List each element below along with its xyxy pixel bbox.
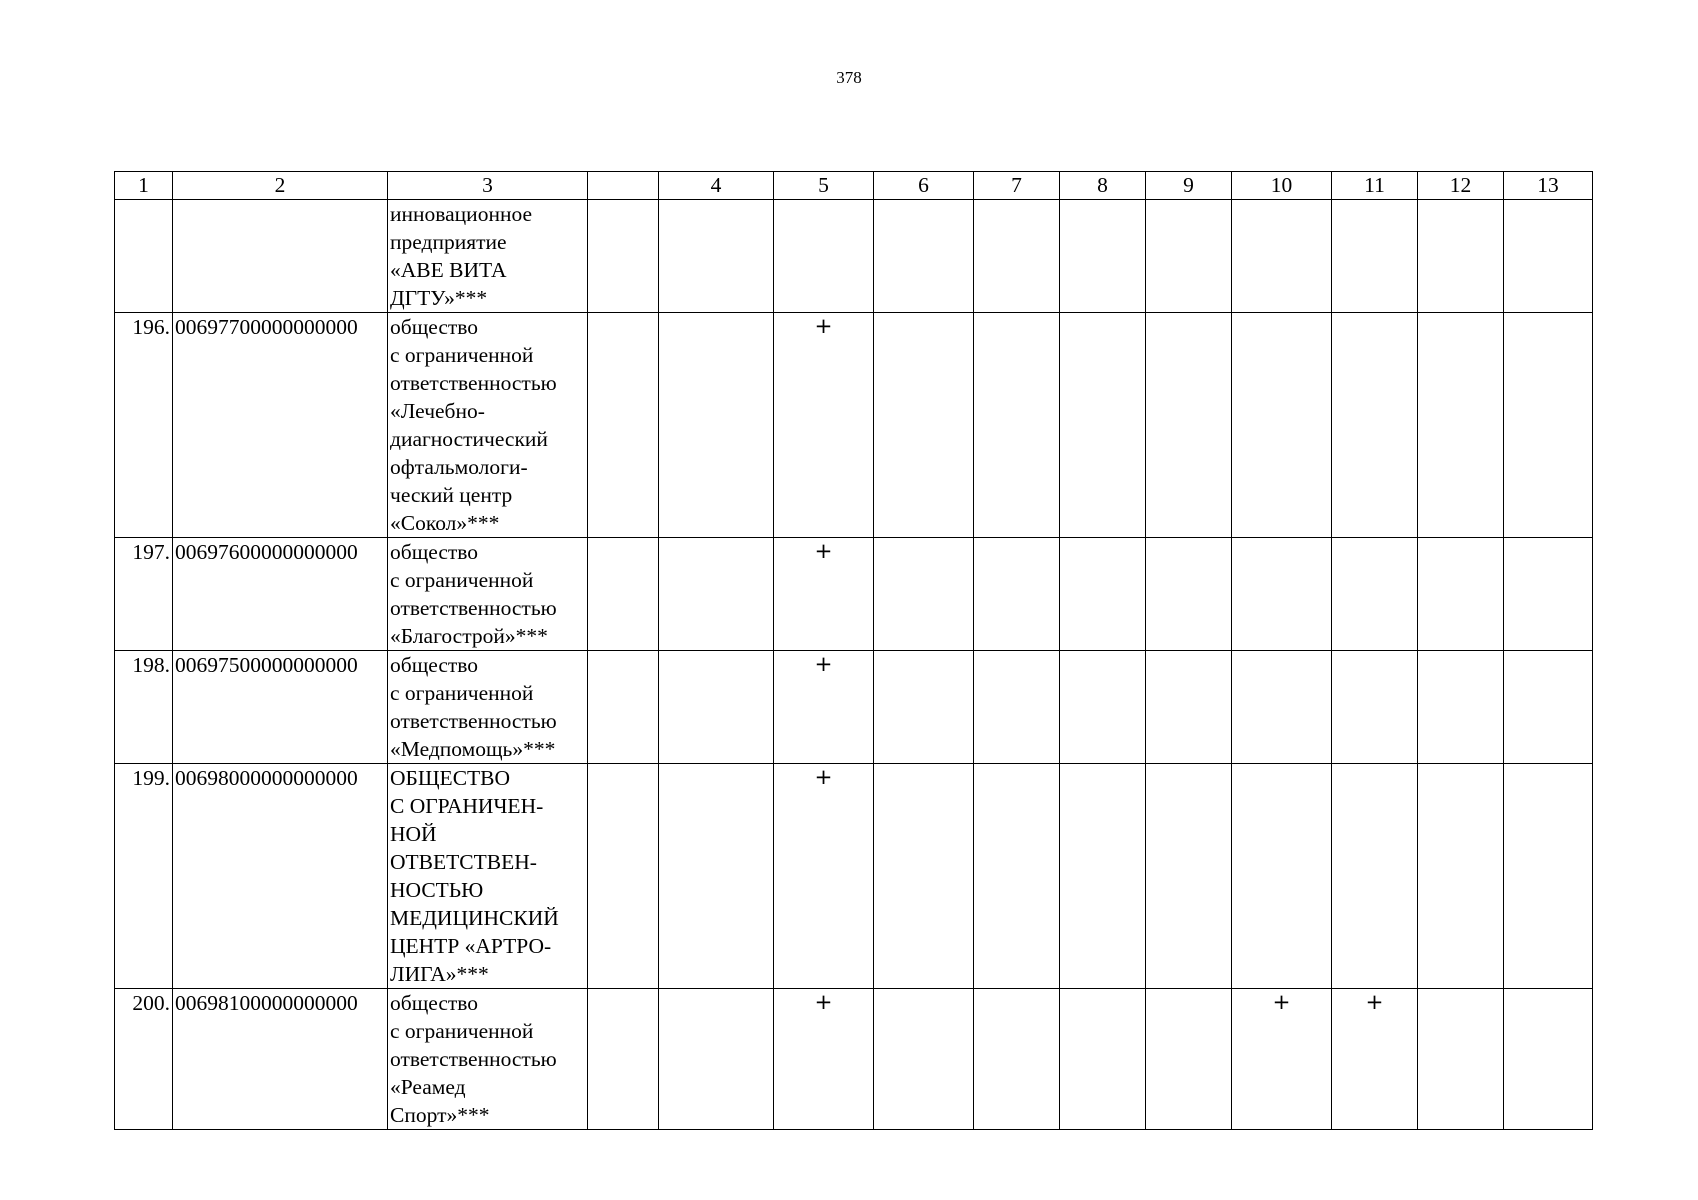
mark-cell: [588, 200, 659, 313]
header-cell-col-5: 4: [659, 172, 774, 200]
table-row: [115, 651, 1593, 764]
mark-cell: [659, 200, 774, 313]
mark-cell: [874, 313, 974, 538]
mark-cell: [1332, 200, 1418, 313]
table-header-row: [115, 172, 1593, 200]
mark-cell: [974, 989, 1060, 1130]
mark-cell: [1146, 538, 1232, 651]
registry-code: 00697600000000000: [173, 538, 388, 651]
page-number: 378: [836, 68, 862, 87]
mark-cell: [1332, 651, 1418, 764]
header-cell-col-13: 12: [1418, 172, 1504, 200]
header-cell-col-6: 5: [774, 172, 874, 200]
mark-cell: +: [1332, 989, 1418, 1130]
mark-cell: [874, 651, 974, 764]
header-cell-col-11: 10: [1232, 172, 1332, 200]
mark-cell: +: [774, 764, 874, 989]
mark-cell: [1504, 200, 1593, 313]
mark-cell: [874, 538, 974, 651]
registry-code: 00697700000000000: [173, 313, 388, 538]
registry-code: 00698100000000000: [173, 989, 388, 1130]
mark-cell: [874, 764, 974, 989]
mark-cell: [1418, 989, 1504, 1130]
row-number: 197.: [115, 538, 173, 651]
header-cell-col-10: 9: [1146, 172, 1232, 200]
mark-cell: [1146, 651, 1232, 764]
mark-cell: [1504, 989, 1593, 1130]
mark-cell: [588, 989, 659, 1130]
mark-cell: [1232, 651, 1332, 764]
header-cell-col-7: 6: [874, 172, 974, 200]
table-row: [115, 200, 1593, 313]
mark-cell: [974, 764, 1060, 989]
mark-cell: [1060, 200, 1146, 313]
organization-name: ОБЩЕСТВО С ОГРАНИЧЕН- НОЙ ОТВЕТСТВЕН- НОСТЬЮ МЕДИЦИНСКИЙ ЦЕНТР «АРТРО- ЛИГА»***: [388, 764, 588, 989]
mark-cell: [1418, 313, 1504, 538]
mark-cell: [659, 313, 774, 538]
table-row: [115, 989, 1593, 1130]
mark-cell: [588, 538, 659, 651]
mark-cell: [1232, 764, 1332, 989]
mark-cell: [1146, 764, 1232, 989]
header-cell-col-8: 7: [974, 172, 1060, 200]
mark-cell: [1418, 200, 1504, 313]
mark-cell: [1418, 538, 1504, 651]
mark-cell: [1504, 313, 1593, 538]
mark-cell: [1232, 313, 1332, 538]
table-row: [115, 764, 1593, 989]
organization-name: общество с ограниченной ответственностью «Медпомощь»***: [388, 651, 588, 764]
organization-name: общество с ограниченной ответственностью «Реамед Спорт»***: [388, 989, 588, 1130]
mark-cell: [1332, 538, 1418, 651]
mark-cell: [1146, 313, 1232, 538]
mark-cell: [774, 200, 874, 313]
mark-cell: [588, 313, 659, 538]
table-row: [115, 538, 1593, 651]
row-number: 196.: [115, 313, 173, 538]
mark-cell: [1060, 313, 1146, 538]
mark-cell: [1504, 538, 1593, 651]
mark-cell: [974, 651, 1060, 764]
mark-cell: [874, 200, 974, 313]
mark-cell: [1060, 538, 1146, 651]
mark-cell: [1232, 200, 1332, 313]
organization-name: инновационное предприятие «АВЕ ВИТА ДГТУ»***: [388, 200, 588, 313]
header-cell-col-2: 2: [173, 172, 388, 200]
row-number: [115, 200, 173, 313]
header-cell-col-14: 13: [1504, 172, 1593, 200]
mark-cell: [1418, 764, 1504, 989]
header-cell-col-12: 11: [1332, 172, 1418, 200]
mark-cell: [588, 651, 659, 764]
mark-cell: [1060, 651, 1146, 764]
mark-cell: [974, 313, 1060, 538]
mark-cell: [974, 200, 1060, 313]
registry-code: 00698000000000000: [173, 764, 388, 989]
mark-cell: +: [774, 989, 874, 1130]
organization-name: общество с ограниченной ответственностью «Благострой»***: [388, 538, 588, 651]
header-cell-col-3: 3: [388, 172, 588, 200]
table-row: [115, 313, 1593, 538]
mark-cell: [1146, 200, 1232, 313]
registry-code: [173, 200, 388, 313]
mark-cell: [1060, 764, 1146, 989]
mark-cell: [1332, 764, 1418, 989]
mark-cell: [588, 764, 659, 989]
mark-cell: [1418, 651, 1504, 764]
mark-cell: +: [774, 313, 874, 538]
mark-cell: [659, 989, 774, 1130]
mark-cell: +: [774, 651, 874, 764]
mark-cell: [659, 764, 774, 989]
organization-name: общество с ограниченной ответственностью «Лечебно- диагностический офтальмологи- ческий центр «Сокол»***: [388, 313, 588, 538]
mark-cell: +: [1232, 989, 1332, 1130]
header-cell-col-1: 1: [115, 172, 173, 200]
registry-code: 00697500000000000: [173, 651, 388, 764]
mark-cell: [974, 538, 1060, 651]
row-number: 200.: [115, 989, 173, 1130]
mark-cell: +: [774, 538, 874, 651]
mark-cell: [1504, 764, 1593, 989]
mark-cell: [659, 538, 774, 651]
mark-cell: [659, 651, 774, 764]
row-number: 199.: [115, 764, 173, 989]
row-number: 198.: [115, 651, 173, 764]
mark-cell: [1146, 989, 1232, 1130]
header-cell-col-9: 8: [1060, 172, 1146, 200]
mark-cell: [1504, 651, 1593, 764]
header-cell-col-4: [588, 172, 659, 200]
mark-cell: [1332, 313, 1418, 538]
register-table: [114, 171, 1593, 1130]
mark-cell: [1232, 538, 1332, 651]
mark-cell: [874, 989, 974, 1130]
mark-cell: [1060, 989, 1146, 1130]
